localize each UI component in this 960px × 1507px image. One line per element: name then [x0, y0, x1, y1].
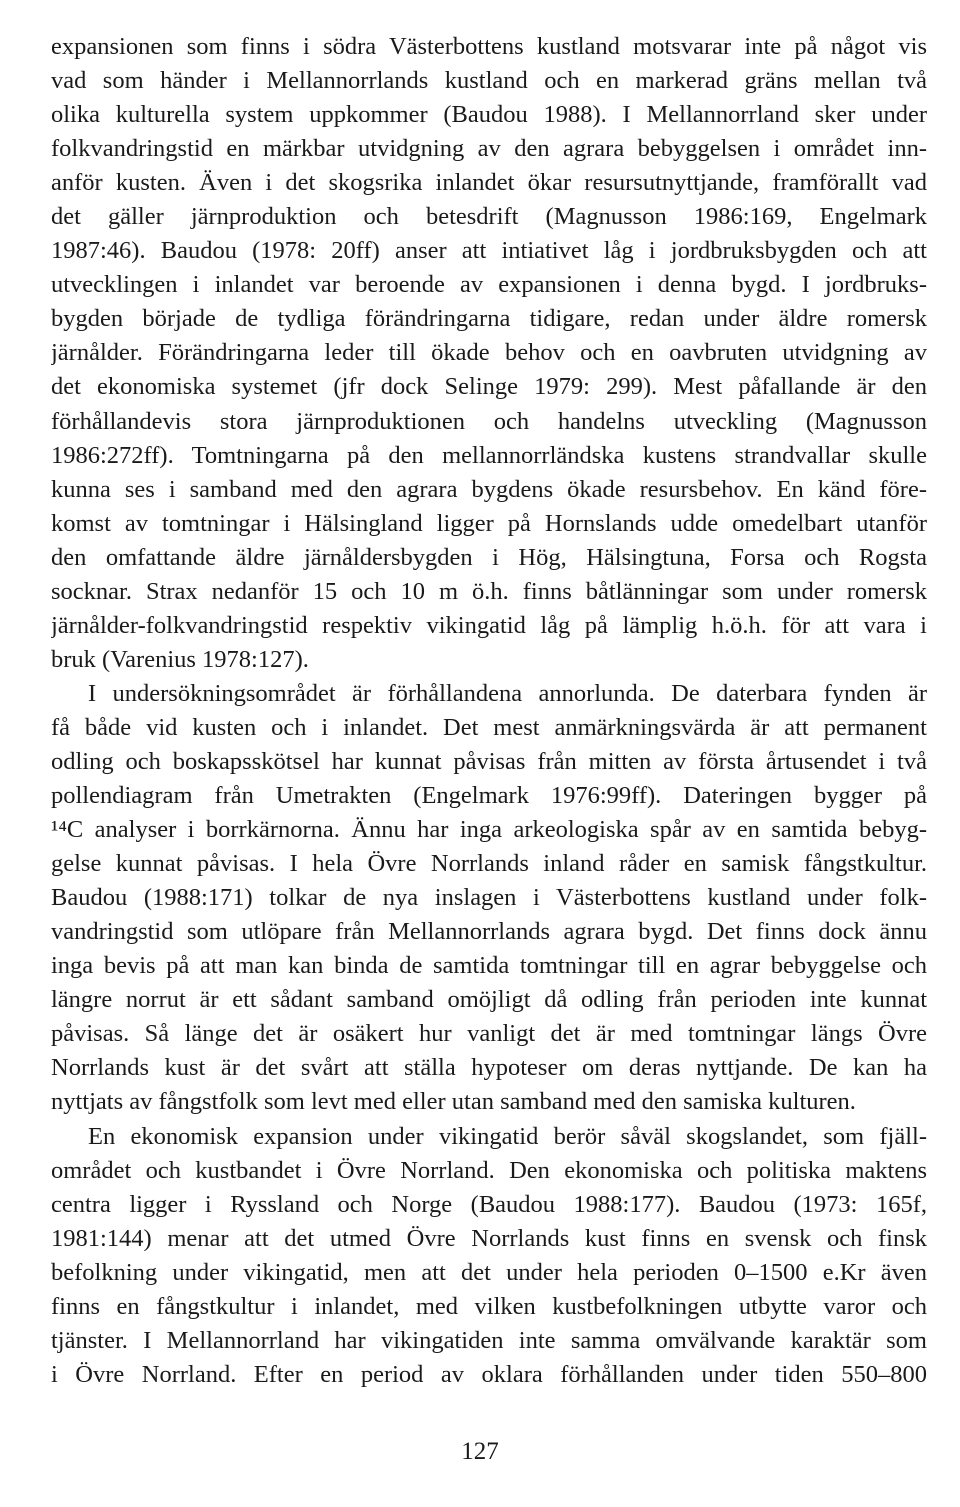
text-line: pollendiagram från Umetrakten (Engelmark 1976:99ff). Dateringen bygger på [51, 782, 927, 810]
text-line: kunna ses i samband med den agrara bygdens ökade resursbehov. En känd före- [51, 475, 927, 503]
text-line: området och kustbandet i Övre Norrland. Den ekonomiska och politiska maktens [51, 1156, 927, 1184]
text-line: inga bevis på att man kan binda de samtida tomtningar till en agrar bebyggelse och [51, 952, 927, 980]
text-line: 1981:144) menar att det utmed Övre Norrlands kust finns en svensk och finsk [51, 1224, 927, 1252]
text-line: bygden började de tydliga förändringarna tidigare, redan under äldre romersk [51, 305, 927, 333]
text-line: nyttjats av fångstfolk som levt med eller utan samband med den samiska kulturen. [51, 1088, 856, 1116]
text-line: den omfattande äldre järnåldersbygden i Hög, Hälsingtuna, Forsa och Rogsta [51, 543, 927, 571]
text-line: vandringstid som utlöpare från Mellannorrlands agrara bygd. Det finns dock ännu [51, 918, 927, 946]
text-line: järnålder-folkvandringstid respektiv vikingatid låg på lämplig h.ö.h. för att vara i [51, 611, 927, 639]
text-line: befolkning under vikingatid, men att det under hela perioden 0–1500 e.Kr även [51, 1258, 927, 1286]
text-line: centra ligger i Ryssland och Norge (Baudou 1988:177). Baudou (1973: 165f, [51, 1190, 927, 1218]
text-line: gelse kunnat påvisas. I hela Övre Norrlands inland råder en samisk fångstkultur. [51, 850, 927, 878]
text-line: tjänster. I Mellannorrland har vikingatiden inte samma omvälvande karaktär som [51, 1326, 927, 1354]
text-line: komst av tomtningar i Hälsingland ligger på Hornslands udde omedelbart utanför [51, 509, 927, 537]
text-line: järnålder. Förändringarna leder till ökade behov och en oavbruten utvidgning av [51, 339, 927, 367]
text-line: I undersökningsområdet är förhållandena annorlunda. De daterbara fynden är [88, 679, 927, 707]
text-line: anför kusten. Även i det skogsrika inlandet ökar resursutnyttjande, framförallt vad [51, 169, 927, 197]
text-line: folkvandringstid en märkbar utvidgning av den agrara bebyggelsen i området inn- [51, 135, 927, 163]
text-line: få både vid kusten och i inlandet. Det mest anmärkningsvärda är att permanent [51, 713, 927, 741]
text-line: det gäller järnproduktion och betesdrift (Magnusson 1986:169, Engelmark [51, 203, 927, 231]
text-line: olika kulturella system uppkommer (Baudou 1988). I Mellannorrland sker under [51, 101, 927, 129]
page-number: 127 [461, 1438, 499, 1465]
text-line: förhållandevis stora järnproduktionen och handelns utveckling (Magnusson [51, 407, 927, 435]
body-text [51, 30, 927, 1392]
text-line: ¹⁴C analyser i borrkärnorna. Ännu har inga arkeologiska spår av en samtida bebyg- [51, 816, 927, 844]
text-line: socknar. Strax nedanför 15 och 10 m ö.h. finns båtlänningar som under romersk [51, 577, 927, 605]
text-line: finns en fångstkultur i inlandet, med vilken kustbefolkningen utbytte varor och [51, 1292, 927, 1320]
text-line: Baudou (1988:171) tolkar de nya inslagen i Västerbottens kustland under folk- [51, 884, 927, 912]
text-line: påvisas. Så länge det är osäkert hur vanligt det är med tomtningar längs Övre [51, 1020, 927, 1048]
text-line: det ekonomiska systemet (jfr dock Selinge 1979: 299). Mest påfallande är den [51, 373, 927, 401]
text-line: 1987:46). Baudou (1978: 20ff) anser att intiativet låg i jordbruksbygden och att [51, 237, 927, 265]
text-line: En ekonomisk expansion under vikingatid berör såväl skogslandet, som fjäll- [88, 1122, 927, 1150]
text-line: bruk (Varenius 1978:127). [51, 645, 309, 673]
text-line: i Övre Norrland. Efter en period av oklara förhållanden under tiden 550–800 [51, 1360, 927, 1388]
text-line: 1986:272ff). Tomtningarna på den mellannorrländska kustens strandvallar skulle [51, 441, 927, 469]
text-line: utvecklingen i inlandet var beroende av expansionen i denna bygd. I jordbruks- [51, 271, 927, 299]
text-line: odling och boskapsskötsel har kunnat påvisas från mitten av första årtusendet i två [51, 747, 927, 775]
text-line: längre norrut är ett sådant samband omöjligt då odling från perioden inte kunnat [51, 986, 927, 1014]
text-line: expansionen som finns i södra Västerbottens kustland motsvarar inte på något vis [51, 33, 927, 60]
text-line: vad som händer i Mellannorrlands kustland och en markerad gräns mellan två [51, 67, 927, 95]
text-line: Norrlands kust är det svårt att ställa hypoteser om deras nyttjande. De kan ha [51, 1054, 927, 1082]
